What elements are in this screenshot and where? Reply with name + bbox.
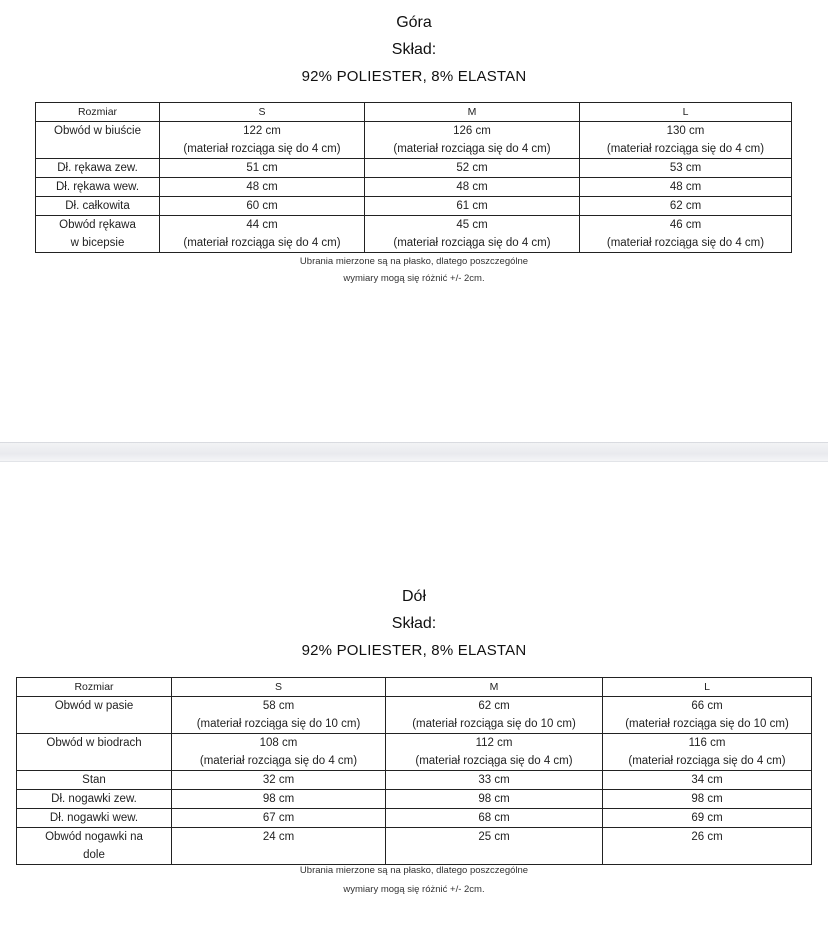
measurement-value: 48 cm — [456, 181, 488, 193]
header-size-m: M — [365, 103, 580, 122]
measurement-cell — [580, 122, 792, 159]
stretch-note: (materiał rozciąga się do 4 cm) — [183, 237, 341, 249]
top-title: Góra — [396, 14, 432, 31]
header-size-l: L — [603, 678, 812, 697]
measurement-value: 46 cm — [669, 219, 702, 231]
measurement-label-line: Dł. nogawki zew. — [51, 793, 137, 805]
measurement-cell — [386, 790, 603, 809]
header-size-m: M — [386, 678, 603, 697]
measurement-value: 34 cm — [691, 774, 723, 786]
measurement-cell — [603, 697, 812, 734]
table-row — [17, 697, 812, 734]
measurement-cell — [365, 122, 580, 159]
measurement-value: 33 cm — [478, 774, 510, 786]
measurement-cell — [365, 197, 580, 216]
header-size-l: L — [580, 103, 792, 122]
measurement-label-line: w bicepsie — [70, 237, 125, 249]
measurement-value: 48 cm — [246, 181, 278, 193]
header-size-s: S — [160, 103, 365, 122]
stretch-note: (materiał rozciąga się do 4 cm) — [199, 755, 358, 767]
measurement-value: 25 cm — [478, 831, 510, 843]
measurement-label — [17, 734, 172, 771]
measurement-label — [17, 771, 172, 790]
bottom-footnote-line2: wymiary mogą się różnić +/- 2cm. — [343, 884, 485, 895]
measurement-value: 52 cm — [456, 162, 488, 174]
measurement-value: 98 cm — [691, 793, 723, 805]
measurement-cell — [603, 828, 812, 865]
top-composition-label: Skład: — [391, 41, 437, 58]
bottom-composition-label: Skład: — [391, 615, 437, 632]
measurement-label — [17, 809, 172, 828]
measurement-value: 67 cm — [262, 812, 295, 824]
measurement-label-line: Obwód w biuście — [54, 125, 141, 137]
table-row — [17, 734, 812, 771]
top-size-table — [35, 102, 792, 253]
measurement-value: 116 cm — [688, 737, 726, 749]
bottom-title: Dół — [401, 588, 426, 605]
measurement-cell — [365, 159, 580, 178]
stretch-note: (materiał rozciąga się do 4 cm) — [606, 237, 765, 249]
measurement-label — [17, 697, 172, 734]
stretch-note: (materiał rozciąga się do 4 cm) — [393, 143, 551, 155]
measurement-label-line: Dł. rękawa zew. — [57, 162, 138, 174]
measurement-cell — [172, 809, 386, 828]
measurement-value: 24 cm — [262, 831, 295, 843]
measurement-value: 66 cm — [691, 700, 723, 712]
measurement-value: 45 cm — [456, 219, 488, 231]
table-row — [17, 828, 812, 865]
header-size-label: Rozmiar — [17, 678, 172, 697]
measurement-value: 108 cm — [259, 737, 298, 749]
measurement-value: 51 cm — [246, 162, 278, 174]
table-row — [36, 178, 792, 197]
measurement-cell — [172, 790, 386, 809]
measurement-label-line: Obwód w pasie — [54, 700, 134, 712]
table-row — [36, 122, 792, 159]
measurement-cell — [160, 159, 365, 178]
measurement-value: 53 cm — [669, 162, 702, 174]
measurement-cell — [386, 809, 603, 828]
measurement-cell — [580, 216, 792, 253]
measurement-cell — [386, 734, 603, 771]
measurement-cell — [172, 734, 386, 771]
bottom-composition: 92% POLIESTER, 8% ELASTAN — [301, 642, 527, 659]
measurement-label — [36, 122, 160, 159]
top-footnote-line2: wymiary mogą się różnić +/- 2cm. — [343, 273, 485, 284]
measurement-cell — [603, 790, 812, 809]
measurement-cell — [160, 178, 365, 197]
bottom-size-table — [16, 677, 812, 865]
measurement-cell — [603, 734, 812, 771]
table-row — [36, 216, 792, 253]
stretch-note: (materiał rozciąga się do 4 cm) — [415, 755, 573, 767]
top-header-row — [36, 103, 792, 122]
measurement-value: 122 cm — [243, 125, 281, 137]
top-composition: 92% POLIESTER, 8% ELASTAN — [301, 68, 527, 85]
measurement-cell — [386, 771, 603, 790]
stretch-note: (materiał rozciąga się do 10 cm) — [412, 718, 576, 730]
measurement-cell — [580, 197, 792, 216]
measurement-cell — [160, 122, 365, 159]
measurement-cell — [172, 697, 386, 734]
measurement-label-line: Stan — [82, 774, 106, 786]
measurement-value: 69 cm — [691, 812, 723, 824]
measurement-value: 61 cm — [456, 200, 488, 212]
measurement-cell — [580, 159, 792, 178]
measurement-value: 32 cm — [262, 774, 295, 786]
measurement-cell — [386, 697, 603, 734]
measurement-value: 112 cm — [475, 737, 513, 749]
measurement-label-line: Dł. rękawa wew. — [55, 181, 140, 193]
measurement-cell — [580, 178, 792, 197]
measurement-value: 130 cm — [666, 125, 705, 137]
table-row — [17, 809, 812, 828]
top-footnote-line1: Ubrania mierzone są na płasko, dlatego poszczególne — [299, 256, 529, 267]
measurement-cell — [160, 197, 365, 216]
measurement-label-line: Obwód rękawa — [59, 219, 136, 231]
measurement-value: 98 cm — [478, 793, 510, 805]
table-row — [36, 159, 792, 178]
measurement-label — [36, 216, 160, 253]
header-size-s: S — [172, 678, 386, 697]
stretch-note: (materiał rozciąga się do 4 cm) — [393, 237, 551, 249]
measurement-label-line: Dł. całkowita — [65, 200, 130, 212]
stretch-note: (materiał rozciąga się do 4 cm) — [628, 755, 786, 767]
page-divider — [0, 442, 828, 462]
measurement-label — [17, 828, 172, 865]
measurement-label-line: dole — [83, 849, 105, 861]
measurement-label-line: Dł. nogawki wew. — [49, 812, 139, 824]
table-row — [36, 197, 792, 216]
measurement-label-line: Obwód w biodrach — [46, 737, 142, 749]
measurement-value: 68 cm — [478, 812, 510, 824]
measurement-cell — [603, 771, 812, 790]
measurement-cell — [603, 809, 812, 828]
table-row — [17, 790, 812, 809]
measurement-value: 44 cm — [246, 219, 278, 231]
measurement-cell — [172, 828, 386, 865]
stretch-note: (materiał rozciąga się do 4 cm) — [183, 143, 341, 155]
stretch-note: (materiał rozciąga się do 10 cm) — [196, 718, 361, 730]
measurement-label-line: Obwód nogawki na — [45, 831, 143, 843]
bottom-header-row — [17, 678, 812, 697]
stretch-note: (materiał rozciąga się do 10 cm) — [625, 718, 789, 730]
measurement-value: 126 cm — [453, 125, 491, 137]
header-size-label: Rozmiar — [36, 103, 160, 122]
measurement-value: 26 cm — [691, 831, 723, 843]
measurement-label — [36, 178, 160, 197]
measurement-cell — [365, 216, 580, 253]
measurement-cell — [172, 771, 386, 790]
bottom-footnote-line1: Ubrania mierzone są na płasko, dlatego poszczególne — [299, 865, 529, 876]
measurement-cell — [386, 828, 603, 865]
measurement-value: 98 cm — [262, 793, 295, 805]
measurement-value: 48 cm — [669, 181, 702, 193]
measurement-cell — [365, 178, 580, 197]
measurement-label — [36, 197, 160, 216]
measurement-label — [36, 159, 160, 178]
stretch-note: (materiał rozciąga się do 4 cm) — [606, 143, 765, 155]
table-row — [17, 771, 812, 790]
measurement-label — [17, 790, 172, 809]
measurement-value: 62 cm — [478, 700, 510, 712]
measurement-value: 60 cm — [246, 200, 278, 212]
measurement-cell — [160, 216, 365, 253]
measurement-value: 62 cm — [669, 200, 702, 212]
measurement-value: 58 cm — [262, 700, 295, 712]
